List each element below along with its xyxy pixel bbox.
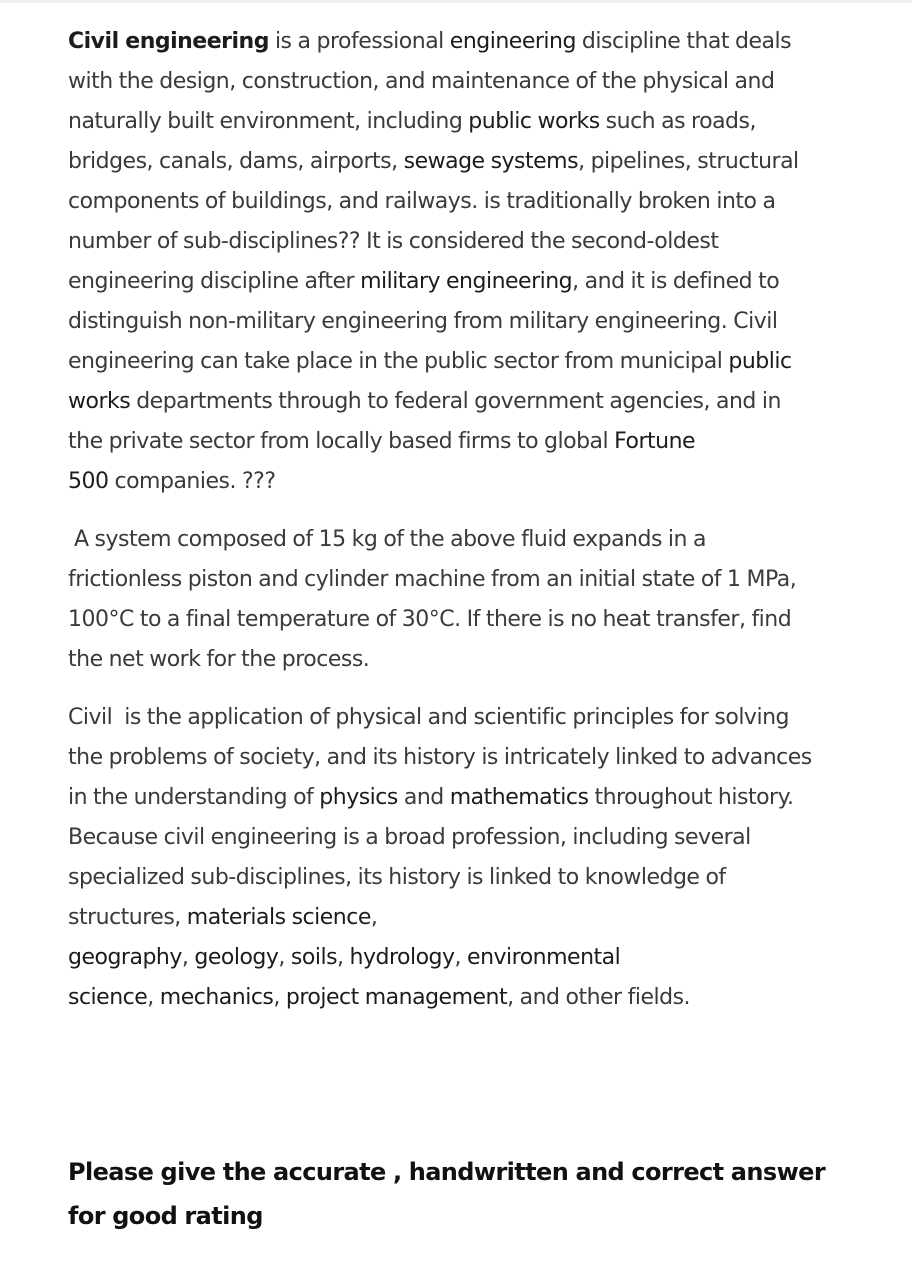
link-geography[interactable]: geography — [68, 945, 182, 970]
link-project-management[interactable]: project management — [285, 985, 508, 1010]
text-line: 500 companies. ??? — [68, 469, 276, 494]
link-mathematics[interactable]: mathematics — [449, 785, 589, 810]
link-hydrology[interactable]: hydrology — [349, 945, 455, 970]
text-line: engineering can take place in the public sector from municipal public — [68, 349, 792, 374]
civil-engineering-paragraph — [68, 22, 799, 502]
link-public-works-2-cont[interactable]: works — [68, 389, 131, 414]
text-line: distinguish non-military engineering from military engineering. Civil — [68, 309, 778, 334]
text-line: number of sub-disciplines?? It is considered the second-oldest — [68, 229, 719, 254]
text-line: the net work for the process. — [68, 647, 370, 672]
link-military-engineering[interactable]: military engineering — [360, 269, 573, 294]
text-line: Civil is the application of physical and scientific principles for solving — [68, 705, 789, 730]
link-public-works-2[interactable]: public — [728, 349, 792, 374]
text-line: science, mechanics, project management, and other fields. — [68, 985, 691, 1010]
text-line: structures, materials science, — [68, 905, 378, 930]
text-line: A system composed of 15 kg of the above fluid expands in a — [68, 527, 706, 552]
text-line: the private sector from locally based firms to global Fortune — [68, 429, 696, 454]
text-line: frictionless piston and cylinder machine from an initial state of 1 MPa, — [68, 567, 797, 592]
link-sewage-systems[interactable]: sewage systems — [403, 149, 579, 174]
text-line: Please give the accurate , handwritten and correct answer — [68, 1158, 826, 1186]
text-line: with the design, construction, and maintenance of the physical and — [68, 69, 775, 94]
text-line: the problems of society, and its history is intricately linked to advances — [68, 745, 812, 770]
thermodynamics-problem-paragraph — [68, 520, 796, 680]
text-line: Because civil engineering is a broad profession, including several — [68, 825, 751, 850]
link-geology[interactable]: geology — [194, 945, 279, 970]
link-physics[interactable]: physics — [319, 785, 398, 810]
text-line: components of buildings, and railways. is traditionally broken into a — [68, 189, 776, 214]
link-materials-science[interactable]: materials science — [186, 905, 371, 930]
civil-history-paragraph — [68, 698, 812, 1018]
text-line: Civil engineering is a professional engineering discipline that deals — [68, 29, 792, 54]
text-line: engineering discipline after military engineering, and it is defined to — [68, 269, 780, 294]
link-mechanics[interactable]: mechanics — [159, 985, 274, 1010]
text-line: 100°C to a final temperature of 30°C. If there is no heat transfer, find — [68, 607, 792, 632]
link-fortune-500[interactable]: Fortune — [614, 429, 696, 454]
term-civil-engineering: Civil engineering — [68, 29, 269, 54]
text-line: specialized sub-disciplines, its history is linked to knowledge of — [68, 865, 726, 890]
text-line: works departments through to federal government agencies, and in — [68, 389, 781, 414]
link-environmental-science[interactable]: environmental — [467, 945, 621, 970]
link-public-works[interactable]: public works — [468, 109, 600, 134]
answer-request-note — [68, 1150, 825, 1238]
text-line: bridges, canals, dams, airports, sewage systems, pipelines, structural — [68, 149, 799, 174]
link-engineering[interactable]: engineering — [449, 29, 576, 54]
text-line: naturally built environment, including public works such as roads, — [68, 109, 756, 134]
text-line: geography, geology, soils, hydrology, environmental — [68, 945, 621, 970]
top-divider — [0, 0, 912, 3]
link-fortune-500-cont[interactable]: 500 — [68, 469, 109, 494]
text-line: for good rating — [68, 1202, 263, 1230]
link-environmental-science-cont[interactable]: science — [68, 985, 148, 1010]
text-line: in the understanding of physics and mathematics throughout history. — [68, 785, 794, 810]
link-soils[interactable]: soils — [290, 945, 338, 970]
